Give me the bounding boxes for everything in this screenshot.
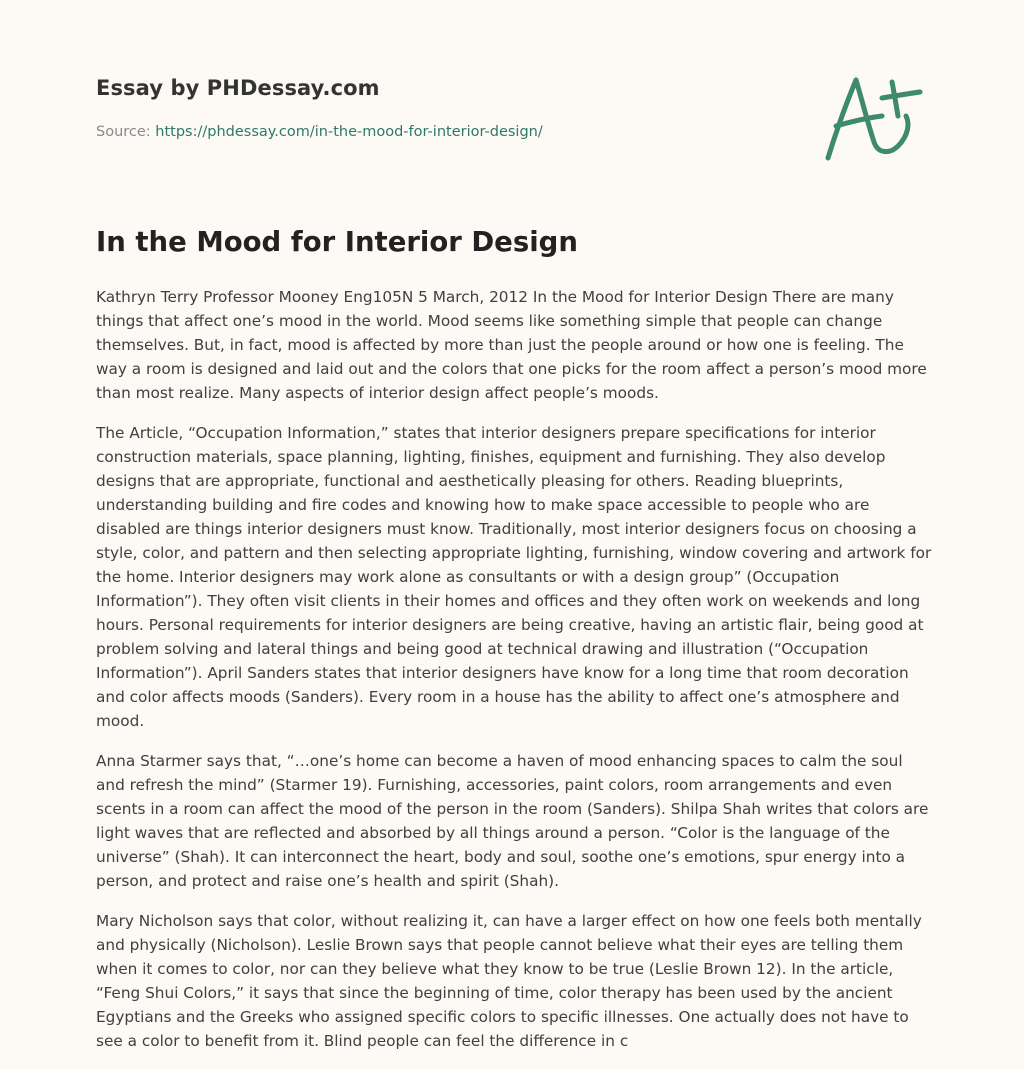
essay-paragraph: Anna Starmer says that, “…one’s home can become a haven of mood enhancing spaces to calm the soul and refresh the mind” (Starmer 19). Furnishing, accessories, paint colors, room arrangements and even scents in a room can affect the mood of the person in the room (Sanders). Shilpa Shah writes that colors are light waves that are reflected and absorbed by all things around a person. “Color is the language of the universe” (Shah). It can interconnect the heart, body and soul, soothe one’s emotions, spur energy into a person, and protect and raise one’s health and spirit (Shah). (96, 752, 929, 890)
source-link[interactable]: https://phdessay.com/in-the-mood-for-interior-design/ (155, 124, 543, 140)
essay-body (96, 285, 932, 1069)
source-label: Source: (96, 124, 156, 140)
a-plus-grade-icon (822, 68, 926, 164)
site-title: Essay by PHDessay.com (96, 76, 380, 100)
source-line (96, 124, 543, 140)
essay-paragraph: Mary Nicholson says that color, without realizing it, can have a larger effect on how one feels both mentally and physically (Nicholson). Leslie Brown says that people cannot believe what their eyes are telling them when it comes to color, nor can they believe what they know to be true (Leslie Brown 12). In the article, “Feng Shui Colors,” it says that since the beginning of time, color therapy has been used by the ancient Egyptians and the Greeks who assigned specific colors to specific illnesses. One actually does not have to see a color to benefit from it. Blind people can feel the difference in c (96, 912, 922, 1050)
essay-paragraph: Kathryn Terry Professor Mooney Eng105N 5 March, 2012 In the Mood for Interior Design There are many things that affect one’s mood in the world. Mood seems like something simple that people can change themselves. But, in fact, mood is affected by more than just the people around or how one is feeling. The way a room is designed and laid out and the colors that one picks for the room affect a person’s mood more than most realize. Many aspects of interior design affect people’s moods. (96, 288, 927, 402)
essay-paragraph: The Article, “Occupation Information,” states that interior designers prepare specifications for interior construction materials, space planning, lighting, finishes, equipment and furnishing. They also develop designs that are appropriate, functional and aesthetically pleasing for others. Reading blueprints, understanding building and fire codes and knowing how to make space accessible to people who are disabled are things interior designers must know. Traditionally, most interior designers focus on choosing a style, color, and pattern and then selecting appropriate lighting, furnishing, window covering and artwork for the home. Interior designers may work alone as consultants or with a design group” (Occupation Information”). They often visit clients in their homes and offices and they often work on weekends and long hours. Personal requirements for interior designers are being creative, having an artistic flair, being good at problem solving and lateral things and being good at technical drawing and illustration (“Occupation Information”). April Sanders states that interior designers have know for a long time that room decoration and color affects moods (Sanders). Every room in a house has the ability to affect one’s atmosphere and mood. (96, 424, 932, 730)
essay-title: In the Mood for Interior Design (96, 226, 578, 258)
